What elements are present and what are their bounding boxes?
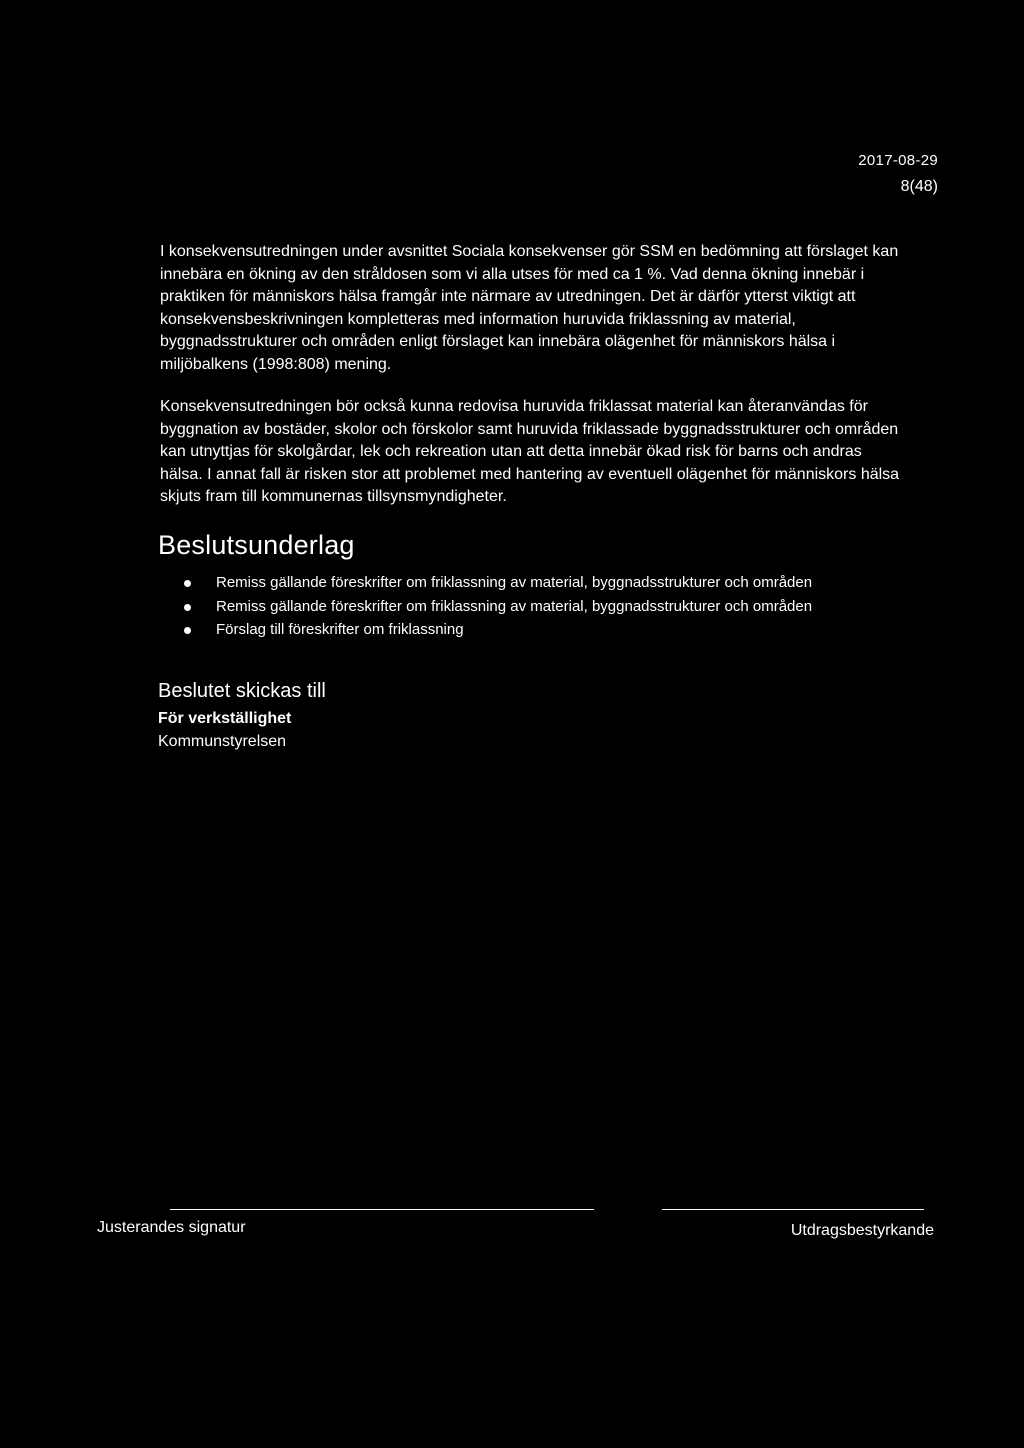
bullet-icon bbox=[184, 604, 191, 611]
beslutsunderlag-list bbox=[160, 571, 900, 642]
signature-label-justerandes: Justerandes signatur bbox=[97, 1219, 246, 1236]
recipient-name: Kommunstyrelsen bbox=[158, 733, 287, 750]
section-heading-beslutet-skickas-till: Beslutet skickas till bbox=[158, 680, 326, 702]
paragraph-consequence-assessment: I konsekvensutredningen under avsnittet Sociala konsekvenser gör SSM en bedömning att förslaget kan innebära en ökning av den stråldosen som vi alla utses för med ca 1 %. Vad denna ökning innebär i praktiken för människors hälsa framgår inte närmare av utredningen. Det är därför ytterst viktigt att konsekvensbeskrivningen kompletteras med information huruvida friklassning av material, byggnadsstrukturer och områden enligt förslaget kan innebära olägenhet för människors hälsa i miljöbalkens (1998:808) mening. bbox=[160, 243, 899, 373]
page-number: 8(48) bbox=[900, 178, 938, 195]
signature-label-utdragsbestyrkande: Utdragsbestyrkande bbox=[790, 1222, 934, 1239]
document-date: 2017-08-29 bbox=[858, 152, 938, 169]
recipient-category: För verkställighet bbox=[158, 710, 292, 727]
bullet-icon bbox=[184, 627, 191, 634]
section-heading-beslutsunderlag: Beslutsunderlag bbox=[158, 530, 355, 560]
list-item bbox=[160, 595, 900, 619]
list-item-text: Förslag till föreskrifter om friklassning bbox=[216, 621, 464, 638]
list-item-text: Remiss gällande föreskrifter om friklassning av material, byggnadsstrukturer och områden bbox=[216, 574, 813, 591]
list-item-text: Remiss gällande föreskrifter om friklassning av material, byggnadsstrukturer och områden bbox=[216, 597, 813, 615]
list-item bbox=[160, 618, 900, 642]
bullet-icon bbox=[184, 580, 191, 587]
signature-line-left bbox=[170, 1209, 594, 1210]
signature-line-right bbox=[662, 1209, 924, 1210]
paragraph-reuse-of-material: Konsekvensutredningen bör också kunna redovisa huruvida friklassat material kan återanvändas för byggnation av bostäder, skolor och förskolor samt huruvida friklassade byggnadsstrukturer och områden kan utnyttjas för skolgårdar, lek och rekreation utan att detta innebär ökad risk för barns och andras hälsa. I annat fall är risken stor att problemet med hantering av eventuell olägenhet för människors hälsa skjuts fram till kommunernas tillsynsmyndigheter. bbox=[160, 398, 900, 505]
list-item bbox=[160, 571, 900, 595]
